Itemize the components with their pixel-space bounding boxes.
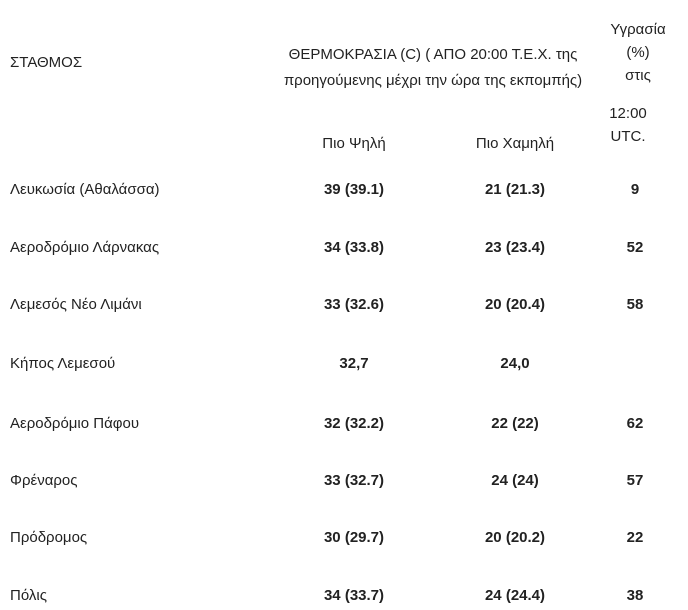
- header-station: ΣΤΑΘΜΟΣ: [10, 54, 83, 71]
- row-station: Πρόδρομος: [10, 529, 88, 546]
- row-humidity: 22: [626, 529, 644, 546]
- row-high: 39 (39.1): [323, 181, 385, 198]
- row-humidity: 9: [630, 181, 640, 198]
- row-high: 32 (32.2): [323, 415, 385, 432]
- row-low: 24 (24.4): [484, 587, 546, 604]
- header-temperature-line1: ΘΕΡΜΟΚΡΑΣΙΑ (C) ( ΑΠΟ 20:00 Τ.Ε.Χ. της: [288, 46, 578, 63]
- row-low: 22 (22): [491, 415, 539, 432]
- header-humidity-line2: (%): [626, 44, 650, 61]
- row-station: Λεμεσός Νέο Λιμάνι: [10, 296, 142, 313]
- header-temperature-line2: προηγούμενης μέχρι την ώρα της εκπομπής): [283, 72, 583, 89]
- header-humidity-line1: Υγρασία: [610, 21, 666, 38]
- row-high: 32,7: [339, 355, 369, 372]
- row-high: 34 (33.7): [323, 587, 385, 604]
- row-high: 34 (33.8): [323, 239, 385, 256]
- row-station: Φρέναρος: [10, 472, 78, 489]
- row-station: Αεροδρόμιο Λάρνακας: [10, 239, 160, 256]
- row-low: 20 (20.4): [484, 296, 546, 313]
- row-humidity: 38: [626, 587, 644, 604]
- row-station: Λευκωσία (Αθαλάσσα): [10, 181, 160, 198]
- row-humidity: 58: [626, 296, 644, 313]
- header-humidity-line4: 12:00: [609, 105, 647, 122]
- row-low: 20 (20.2): [484, 529, 546, 546]
- row-station: Αεροδρόμιο Πάφου: [10, 415, 140, 432]
- row-humidity: 52: [626, 239, 644, 256]
- row-station: Πόλις: [10, 587, 47, 604]
- row-humidity: 62: [626, 415, 644, 432]
- header-humidity-time: [588, 102, 668, 148]
- row-low: 24,0: [500, 355, 530, 372]
- header-humidity-line5: UTC.: [610, 128, 646, 145]
- header-low: Πιο Χαμηλή: [475, 135, 555, 152]
- row-station: Κήπος Λεμεσού: [10, 355, 116, 372]
- row-low: 23 (23.4): [484, 239, 546, 256]
- row-high: 33 (32.7): [323, 472, 385, 489]
- row-low: 21 (21.3): [484, 181, 546, 198]
- header-humidity: [598, 18, 678, 87]
- row-high: 33 (32.6): [323, 296, 385, 313]
- row-humidity: 57: [626, 472, 644, 489]
- row-low: 24 (24): [491, 472, 539, 489]
- row-high: 30 (29.7): [323, 529, 385, 546]
- header-high: Πιο Ψηλή: [322, 135, 386, 152]
- header-temperature: [268, 42, 598, 94]
- header-humidity-line3: στις: [625, 67, 651, 84]
